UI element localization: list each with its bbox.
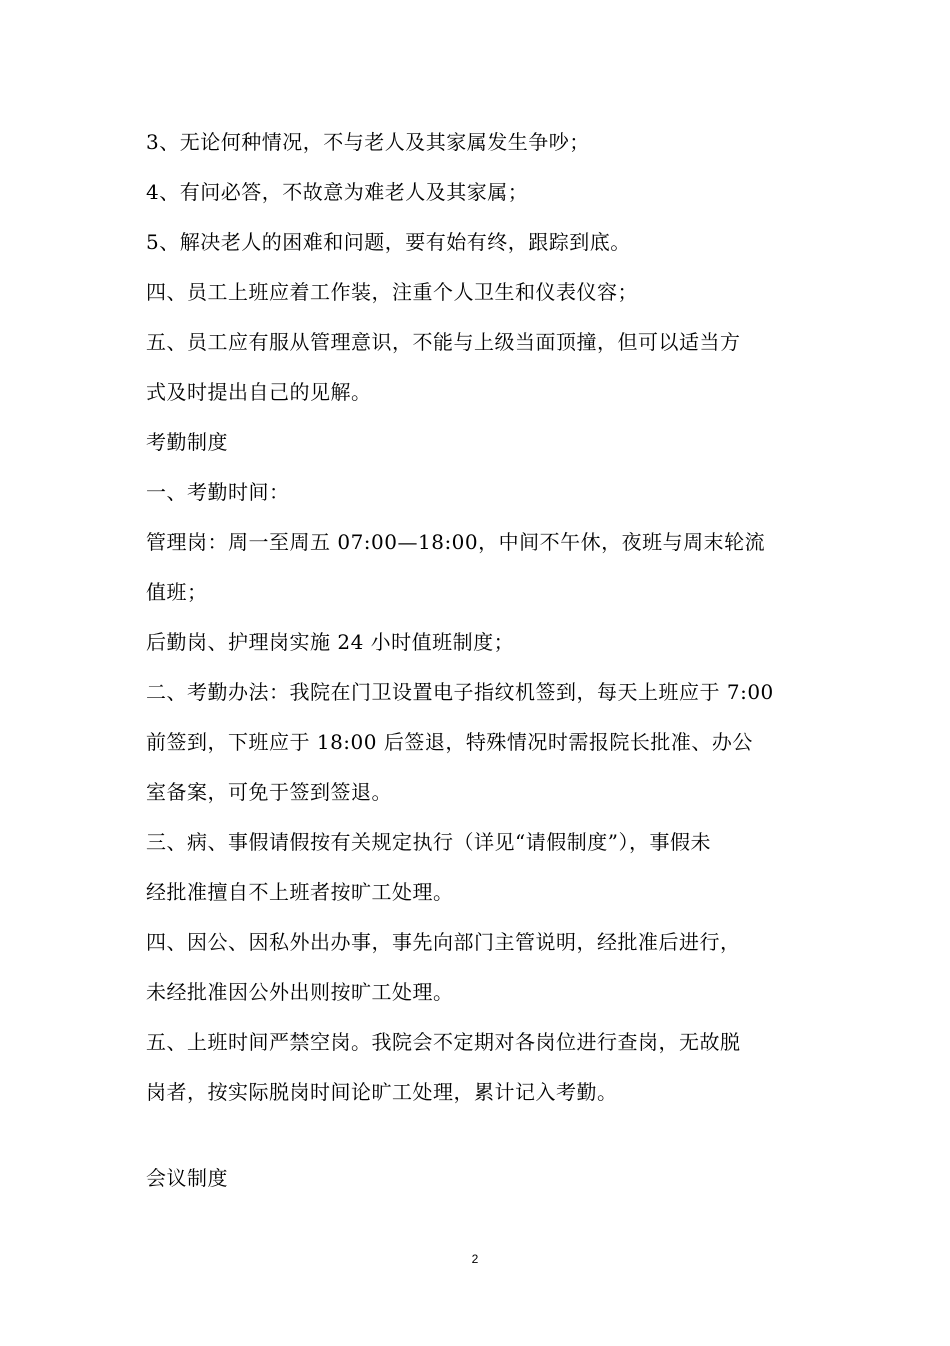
text-line: 3、无论何种情况，不与老人及其家属发生争吵； xyxy=(146,130,590,154)
text-line: 5、解决老人的困难和问题，要有始有终，跟踪到底。 xyxy=(146,230,631,254)
text-line: 三、病、事假请假按有关规定执行（详见“请假制度”），事假未 xyxy=(146,830,711,854)
text-line: 四、员工上班应着工作装，注重个人卫生和仪表仪容； xyxy=(146,280,638,304)
text-line: 管理岗：周一至周五 07:00—18:00，中间不午休，夜班与周末轮流 xyxy=(146,530,766,554)
text-line: 值班； xyxy=(146,580,208,604)
text-line: 四、因公、因私外出办事，事先向部门主管说明，经批准后进行， xyxy=(146,930,741,954)
text-line: 4、有问必答，不故意为难老人及其家属； xyxy=(146,180,529,204)
text-line: 岗者，按实际脱岗时间论旷工处理，累计记入考勤。 xyxy=(146,1080,618,1104)
document-body xyxy=(146,117,806,1203)
text-line: 后勤岗、护理岗实施 24 小时值班制度； xyxy=(146,630,515,654)
text-line: 一、考勤时间： xyxy=(146,480,290,504)
paragraph-gap xyxy=(146,1117,806,1153)
text-line: 前签到，下班应于 18:00 后签退，特殊情况时需报院长批准、办公 xyxy=(146,730,753,754)
text-line: 室备案，可免于签到签退。 xyxy=(146,780,392,804)
page-number: 2 xyxy=(471,1252,479,1266)
section-heading-attendance: 考勤制度 xyxy=(146,430,228,454)
text-line: 五、员工应有服从管理意识，不能与上级当面顶撞，但可以适当方 xyxy=(146,330,741,354)
text-line: 经批准擅自不上班者按旷工处理。 xyxy=(146,880,454,904)
section-heading-meeting: 会议制度 xyxy=(146,1166,228,1190)
text-line: 式及时提出自己的见解。 xyxy=(146,380,372,404)
text-line: 未经批准因公外出则按旷工处理。 xyxy=(146,980,454,1004)
text-line: 二、考勤办法：我院在门卫设置电子指纹机签到，每天上班应于 7:00 xyxy=(146,680,774,704)
text-line: 五、上班时间严禁空岗。我院会不定期对各岗位进行查岗，无故脱 xyxy=(146,1030,741,1054)
